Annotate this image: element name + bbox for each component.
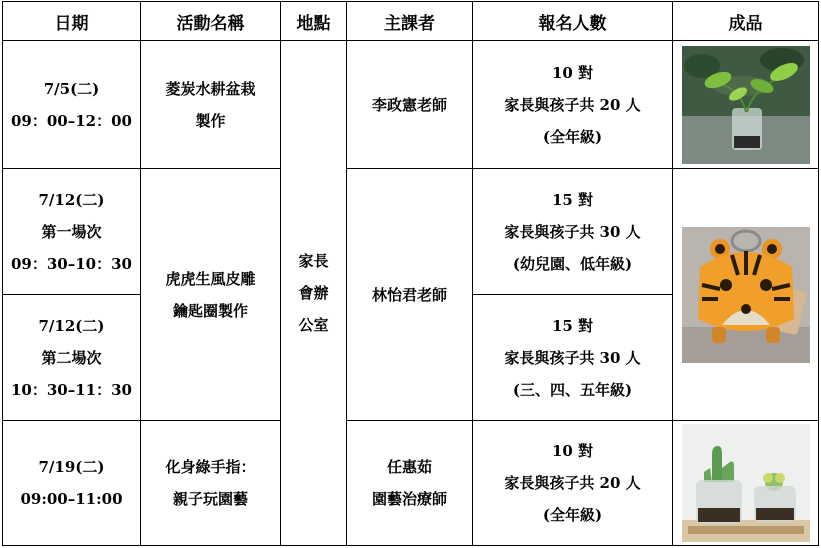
enrollment-cell [473,295,673,421]
time-line: 09:00–11:00 [20,490,123,508]
header-row [3,2,819,41]
time-line: 09：00–12：00 [11,111,132,130]
date-line: 7/19(二) [38,458,105,476]
table-row [3,169,819,295]
location-line: 家長 [298,252,329,270]
teacher-line: 李政憲老師 [371,95,447,114]
header-teacher: 主課者 [347,2,473,41]
enroll-grade: (三、四、五年級) [512,380,633,399]
teacher-line: 任惠茹 [386,458,432,476]
header-location: 地點 [281,2,347,41]
enroll-total: 家長與孩子共 20 人 [504,95,641,114]
date-cell [3,421,141,546]
enroll-grade: (全年級) [542,127,603,146]
enrollment-cell [473,421,673,546]
teacher-cell [347,169,473,421]
location-cell [281,41,347,546]
date-cell [3,41,141,169]
header-enrollment: 報名人數 [473,2,673,41]
activity-schedule-table [2,1,819,546]
activity-line: 虎虎生風皮雕 [165,269,256,288]
plant-jar-photo [682,46,810,164]
header-product: 成品 [673,2,819,41]
location-line: 公室 [298,316,329,334]
product-cell [673,169,819,421]
time-line: 10：30–11：30 [11,380,132,399]
activity-line: 鑰匙圈製作 [172,301,248,320]
enroll-total: 家長與孩子共 30 人 [504,222,641,241]
enrollment-cell [473,41,673,169]
succulent-jars-photo [682,424,810,542]
location-line: 會辦 [298,284,329,302]
teacher-cell [347,41,473,169]
teacher-line: 園藝治療師 [371,490,447,508]
table-row [3,41,819,169]
header-activity-name: 活動名稱 [141,2,281,41]
session-line: 第二場次 [41,348,102,367]
date-line: 7/12(二) [38,316,105,335]
enroll-pairs: 10 對 [551,63,594,82]
enroll-total: 家長與孩子共 30 人 [504,348,641,367]
enroll-pairs: 15 對 [551,316,594,335]
enroll-pairs: 10 對 [551,442,594,460]
date-line: 7/12(二) [38,190,105,209]
enroll-grade: (全年級) [542,506,603,524]
tiger-keychain-photo [682,227,810,363]
date-line: 7/5(二) [43,79,100,98]
product-cell [673,41,819,169]
session-line: 第一場次 [41,222,102,241]
activity-cell [141,421,281,546]
enrollment-cell [473,169,673,295]
enroll-grade: (幼兒園、低年級) [512,254,633,273]
activity-line: 親子玩園藝 [172,490,248,508]
activity-line: 製作 [195,111,226,130]
date-cell [3,169,141,295]
activity-cell [141,41,281,169]
teacher-line: 林怡君老師 [371,285,447,304]
activity-line: 菱炭水耕盆栽 [165,79,256,98]
table-row [3,421,819,546]
time-line: 09：30–10：30 [11,254,132,273]
enroll-total: 家長與孩子共 20 人 [504,474,641,492]
teacher-cell [347,421,473,546]
activity-cell [141,169,281,421]
date-cell [3,295,141,421]
activity-line: 化身綠手指： [165,458,256,476]
product-cell [673,421,819,546]
enroll-pairs: 15 對 [551,190,594,209]
header-date: 日期 [3,2,141,41]
